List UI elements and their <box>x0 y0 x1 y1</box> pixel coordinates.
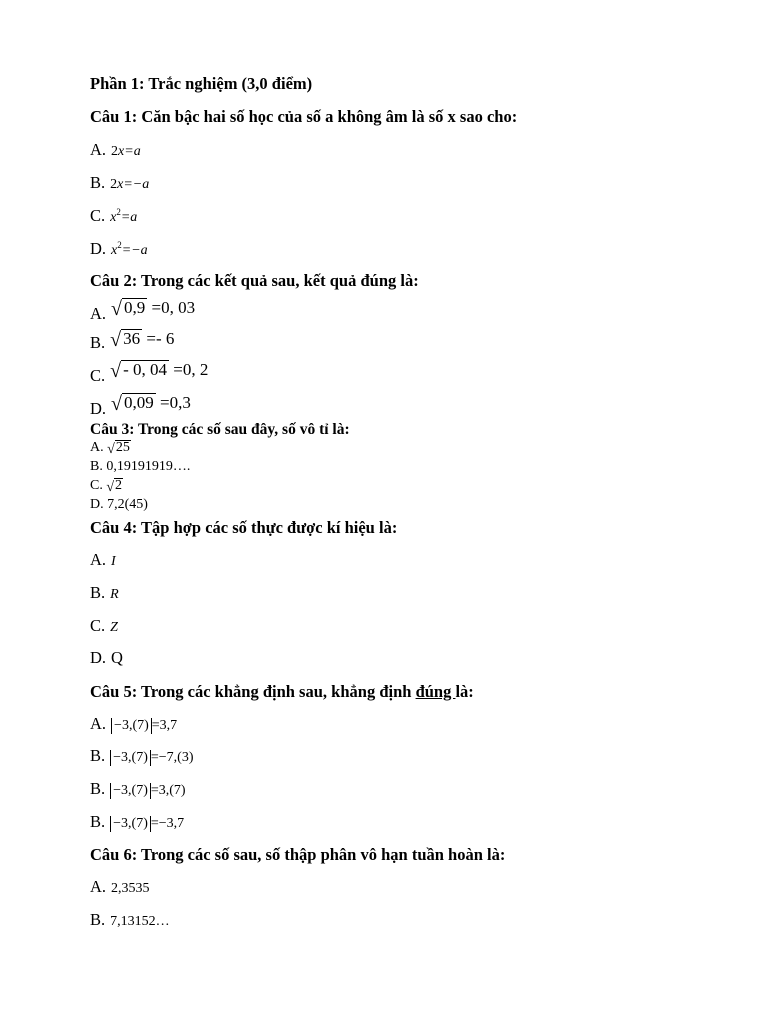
q6-option-a: A. 2,3535 <box>90 877 150 896</box>
q6-title: Câu 6: Trong các số sau, số thập phân vô hạn tuần hoàn là: <box>90 845 506 864</box>
absolute-value: −3,(7) <box>110 816 151 832</box>
q6-option-b: B. 7,13152… <box>90 910 170 929</box>
sqrt-symbol: √2 <box>106 478 123 495</box>
absolute-value: −3,(7) <box>111 718 152 734</box>
q3-title: Câu 3: Trong các số sau đây, số vô tỉ là: <box>90 421 350 438</box>
q4-option-c: C. Z <box>90 616 118 635</box>
q4-option-d: D. Q <box>90 648 123 667</box>
absolute-value: −3,(7) <box>110 783 151 799</box>
underlined-word: đúng <box>415 682 456 701</box>
q5-title: Câu 5: Trong các khẳng định sau, khẳng định đúng là: <box>90 682 474 701</box>
q3-option-a: A. √25 <box>90 440 130 457</box>
q5-option-d: B. −3,(7) =−3,7 <box>90 812 185 831</box>
q1-title: Câu 1: Căn bậc hai số học của số a không âm là số x sao cho: <box>90 107 518 126</box>
q4-option-a: A. I <box>90 550 116 569</box>
q1-option-a: A. 2x=a <box>90 140 141 159</box>
q1-option-b: B. 2x=−a <box>90 173 150 192</box>
q2-title: Câu 2: Trong các kết quả sau, kết quả đúng là: <box>90 271 419 290</box>
q5-option-b: B. −3,(7) =−7,(3) <box>90 746 194 765</box>
sqrt-symbol: √ - 0, 04 <box>110 360 168 382</box>
q1-option-c: C. $x^2=a$ <box>90 206 138 225</box>
q4-option-b: B. R <box>90 583 119 602</box>
section-title: Phần 1: Trắc nghiệm (3,0 điểm) <box>90 74 313 93</box>
q5-option-c: B. −3,(7) =3,(7) <box>90 779 186 798</box>
q4-title: Câu 4: Tập hợp các số thực được kí hiệu là: <box>90 518 398 537</box>
q1-option-d: D. $x^2=-a$ <box>90 239 148 258</box>
sqrt-symbol: √25 <box>107 440 130 457</box>
q3-option-b: B. 0,19191919…. <box>90 459 191 474</box>
q2-option-d: D. √ 0,09 =0,3 <box>90 393 191 418</box>
absolute-value: −3,(7) <box>110 750 151 766</box>
sqrt-symbol: √ 0,09 <box>111 393 154 415</box>
sqrt-symbol: √ 0,9 <box>111 298 146 320</box>
sqrt-symbol: √ 36 <box>110 329 141 351</box>
q2-option-a: A. √ 0,9 =0, 03 <box>90 298 196 323</box>
q2-option-b: B. √ 36 =- 6 <box>90 329 175 352</box>
q3-option-d: D. 7,2(45) <box>90 497 148 512</box>
q5-option-a: A. −3,(7) =3,7 <box>90 714 178 733</box>
q2-option-c: C. √ - 0, 04 =0, 2 <box>90 360 209 385</box>
q3-option-c: C. √2 <box>90 478 123 495</box>
